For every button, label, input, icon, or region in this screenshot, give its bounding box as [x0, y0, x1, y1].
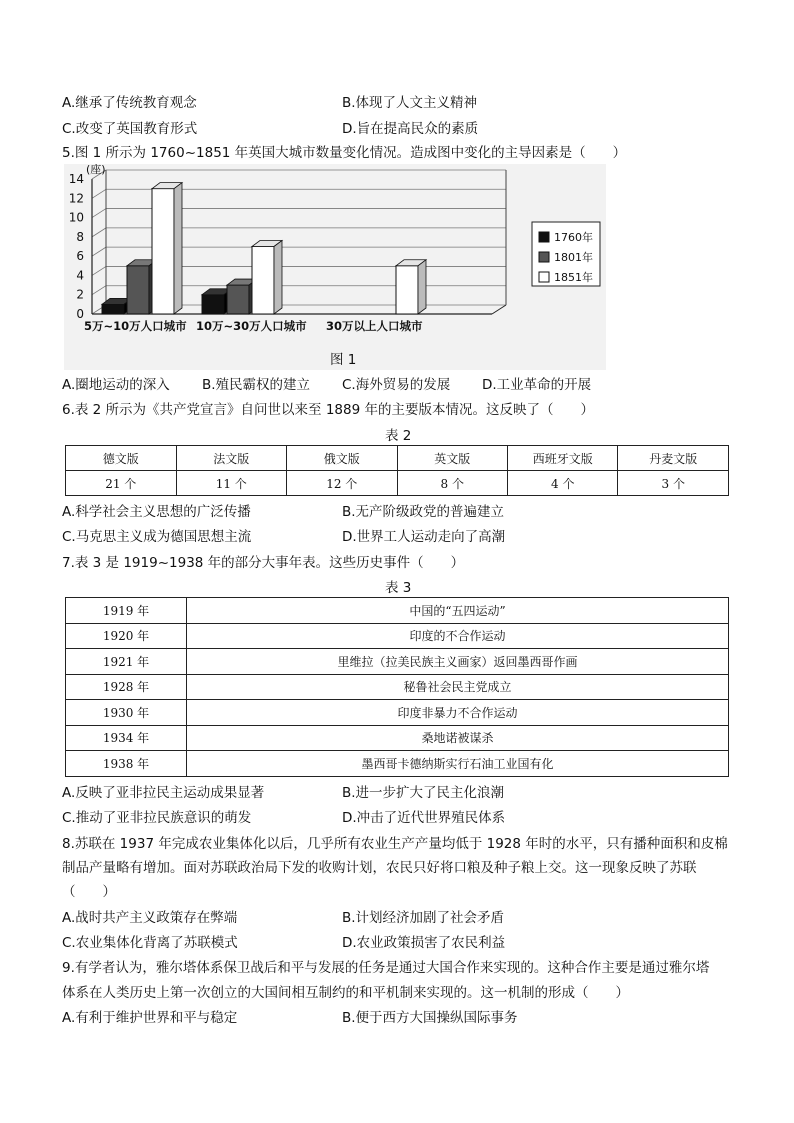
bar-side	[174, 183, 182, 314]
legend-label: 1851年	[554, 271, 593, 284]
category-label: 30万以上人口城市	[326, 319, 423, 333]
q8-options-row-1	[62, 906, 732, 926]
y-tick-label: 0	[76, 307, 84, 321]
q8-option-a: A.战时共产主义政策存在弊端	[62, 910, 238, 926]
q7-option-a: A.反映了亚非拉民主运动成果显著	[62, 785, 265, 801]
table-3-event: 桑地诺被谋杀	[187, 725, 729, 751]
q6-option-b: B.无产阶级政党的普遍建立	[342, 504, 505, 520]
y-tick-label: 8	[76, 229, 84, 244]
grid-line-side	[92, 286, 106, 295]
table-3-title: 表 3	[385, 580, 412, 596]
q5-stem: 5.图 1 所示为 1760~1851 年英国大城市数量变化情况。造成图中变化的主导因素是（ ）	[62, 145, 627, 161]
q8-option-c: C.农业集体化背离了苏联模式	[62, 935, 238, 951]
legend-swatch	[539, 272, 549, 282]
q8-stem-line-3: （ ）	[62, 884, 116, 900]
q6-options-row-1	[62, 500, 732, 520]
grid-line-side	[92, 228, 106, 237]
q5-options-row	[62, 373, 732, 393]
q9-stem-line-1: 9.有学者认为，雅尔塔体系保卫战后和平与发展的任务是通过大国合作来实现的。这种合作主要是通过雅尔塔	[62, 960, 710, 976]
legend-swatch	[539, 232, 549, 242]
table-3-year: 1920 年	[66, 623, 187, 649]
grid-line-side	[92, 247, 106, 256]
table-3-row	[66, 700, 729, 726]
table-3-event: 中国的“五四运动”	[187, 598, 729, 624]
q4-option-b: B.体现了人文主义精神	[342, 95, 478, 111]
table-2-value-row	[66, 471, 729, 496]
q8-option-b: B.计划经济加剧了社会矛盾	[342, 910, 505, 926]
table-2-header: 法文版	[176, 446, 287, 471]
table-3-row	[66, 674, 729, 700]
legend-label: 1760年	[554, 231, 593, 244]
q7-stem: 7.表 3 是 1919~1938 年的部分大事年表。这些历史事件（ ）	[62, 555, 465, 571]
q5-option-d: D.工业革命的开展	[482, 377, 592, 393]
table-2-header: 德文版	[66, 446, 177, 471]
bar	[152, 189, 174, 314]
table-3-event: 墨西哥卡德纳斯实行石油工业国有化	[187, 751, 729, 777]
q5-option-c: C.海外贸易的发展	[342, 377, 451, 393]
bar	[202, 295, 224, 314]
legend-swatch	[539, 252, 549, 262]
table-2-cell: 4 个	[507, 471, 617, 496]
q4-option-a: A.继承了传统教育观念	[62, 95, 197, 111]
q4-options-row-2	[62, 117, 732, 137]
q5-option-b: B.殖民霸权的建立	[202, 377, 311, 393]
q6-option-a: A.科学社会主义思想的广泛传播	[62, 504, 251, 520]
table-2-cell: 21 个	[66, 471, 177, 496]
q9-stem-line-2: 体系在人类历史上第一次创立的大国间相互制约的和平机制来实现的。这一机制的形成（ ）	[62, 985, 629, 1001]
q7-option-b: B.进一步扩大了民主化浪潮	[342, 785, 505, 801]
q7-option-c: C.推动了亚非拉民族意识的萌发	[62, 810, 252, 826]
q4-option-c: C.改变了英国教育形式	[62, 121, 198, 137]
category-label: 10万~30万人口城市	[196, 319, 307, 333]
table-2-header-row	[66, 446, 729, 471]
q9-option-a: A.有利于维护世界和平与稳定	[62, 1010, 238, 1026]
bar	[127, 266, 149, 314]
table-2-title: 表 2	[385, 428, 412, 444]
table-2-header: 丹麦文版	[618, 446, 729, 471]
q8-option-d: D.农业政策损害了农民利益	[342, 935, 506, 951]
bar-side	[418, 260, 426, 314]
table-2-cell: 12 个	[287, 471, 398, 496]
q5-option-a: A.圈地运动的深入	[62, 377, 170, 393]
q7-option-d: D.冲击了近代世界殖民体系	[342, 810, 506, 826]
q8-stem-line-1: 8.苏联在 1937 年完成农业集体化以后，几乎所有农业生产产量均低于 1928 年时的水平，只有播种面积和皮棉	[62, 836, 728, 852]
bar	[396, 266, 418, 314]
figure-1-chart	[64, 164, 606, 370]
table-3-year: 1930 年	[66, 700, 187, 726]
q6-option-d: D.世界工人运动走向了高潮	[342, 529, 506, 545]
table-3-row	[66, 623, 729, 649]
category-label: 5万~10万人口城市	[84, 319, 187, 333]
bar-side	[274, 241, 282, 315]
table-3-event: 秘鲁社会民主党成立	[187, 674, 729, 700]
y-tick-label: 14	[68, 172, 84, 186]
q4-options-row-1	[62, 91, 732, 111]
q7-options-row-2	[62, 806, 732, 826]
bar	[102, 304, 124, 314]
table-3-row	[66, 751, 729, 777]
y-tick-label: 10	[68, 210, 84, 225]
table-3-year: 1921 年	[66, 649, 187, 675]
table-3	[65, 597, 729, 777]
table-2-cell: 3 个	[618, 471, 729, 496]
q9-option-b: B.便于西方大国操纵国际事务	[342, 1010, 518, 1026]
table-3-row	[66, 649, 729, 675]
table-3-year: 1934 年	[66, 725, 187, 751]
y-axis-label: (座)	[86, 164, 106, 176]
table-2-cell: 8 个	[397, 471, 507, 496]
table-3-row	[66, 598, 729, 624]
q9-options-row	[62, 1006, 732, 1026]
floor-edge	[492, 305, 506, 314]
q6-option-c: C.马克思主义成为德国思想主流	[62, 529, 252, 545]
q6-stem: 6.表 2 所示为《共产党宣言》自问世以来至 1889 年的主要版本情况。这反映了（ ）	[62, 402, 594, 418]
table-2-header: 俄文版	[287, 446, 398, 471]
y-tick-label: 6	[76, 249, 84, 264]
table-2-header: 英文版	[397, 446, 507, 471]
table-3-year: 1928 年	[66, 674, 187, 700]
table-3-event: 印度的不合作运动	[187, 623, 729, 649]
table-3-row	[66, 725, 729, 751]
grid-line-side	[92, 266, 106, 275]
q4-option-d: D.旨在提高民众的素质	[342, 121, 479, 137]
figure-1-caption: 图 1	[330, 352, 357, 368]
q6-options-row-2	[62, 525, 732, 545]
table-3-year: 1919 年	[66, 598, 187, 624]
table-2-header: 西班牙文版	[507, 446, 617, 471]
bar-chart-svg	[64, 164, 606, 370]
y-tick-label: 2	[76, 287, 84, 302]
table-2-cell: 11 个	[176, 471, 287, 496]
table-3-event: 里维拉（拉美民族主义画家）返回墨西哥作画	[187, 649, 729, 675]
bar	[227, 285, 249, 314]
q8-stem-line-2: 制品产量略有增加。面对苏联政治局下发的收购计划，农民只好将口粮及种子粮上交。这一现象反映了苏联	[62, 860, 697, 876]
table-2	[65, 445, 729, 496]
y-tick-label: 12	[68, 191, 84, 206]
table-3-event: 印度非暴力不合作运动	[187, 700, 729, 726]
grid-line-side	[92, 189, 106, 198]
q8-options-row-2	[62, 931, 732, 951]
bar	[252, 247, 274, 315]
grid-line-side	[92, 209, 106, 218]
q7-options-row-1	[62, 781, 732, 801]
legend-label: 1801年	[554, 251, 593, 264]
table-3-year: 1938 年	[66, 751, 187, 777]
y-tick-label: 4	[76, 268, 84, 283]
